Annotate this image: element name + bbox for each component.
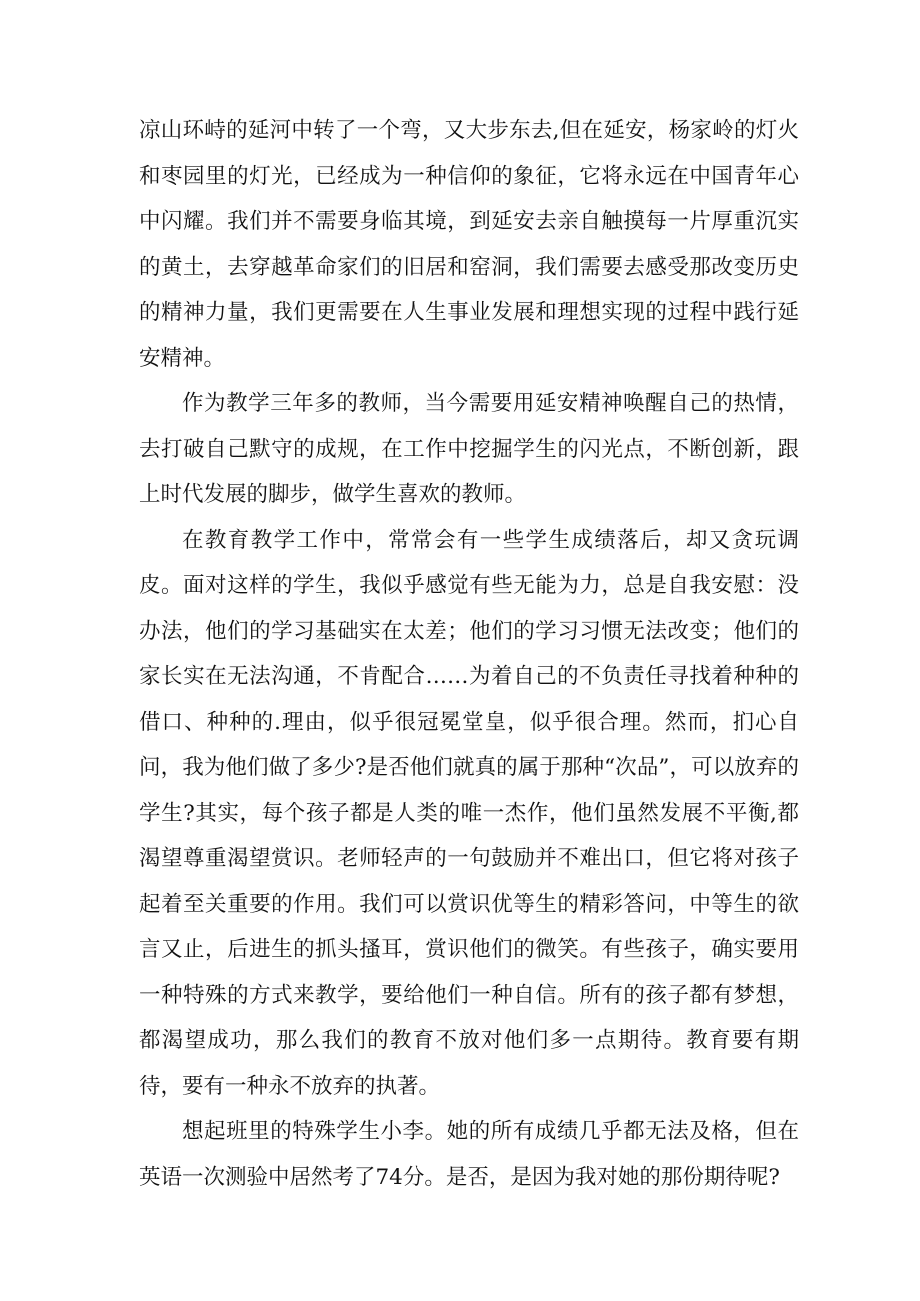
document-body — [139, 108, 799, 1200]
paragraph-4: 想起班里的特殊学生小李。她的所有成绩几乎都无法及格，但在英语一次测验中居然考了74分。是否，是因为我对她的那份期待呢? — [139, 1119, 799, 1190]
paragraph-1: 凉山环峙的延河中转了一个弯，又大步东去,但在延安，杨家岭的灯火和枣园里的灯光，已经成为一种信仰的象征，它将永远在中国青年心中闪耀。我们并不需要身临其境，到延安去亲自触摸每一片厚重沉实的黄土，去穿越革命家们的旧居和窑洞，我们需要去感受那改变历史的精神力量，我们更需要在人生事业发展和理想实现的过程中践行延安精神。 — [139, 118, 799, 371]
paragraph-2: 作为教学三年多的教师，当今需要用延安精神唤醒自己的热情，去打破自己默守的成规，在工作中挖掘学生的闪光点，不断创新，跟上时代发展的脚步，做学生喜欢的教师。 — [139, 391, 799, 507]
paragraph-3: 在教育教学工作中，常常会有一些学生成绩落后，却又贪玩调皮。面对这样的学生，我似乎感觉有些无能为力，总是自我安慰：没办法，他们的学习基础实在太差；他们的学习习惯无法改变；他们的家长实在无法沟通，不肯配合……为着自己的不负责任寻找着种种的借口、种种的.理由，似乎很冠冕堂皇，似乎很合理。然而，扪心自问，我为他们做了多少?是否他们就真的属于那种“次品”，可以放弃的学生?其实，每个孩子都是人类的唯一杰作，他们虽然发展不平衡,都渴望尊重渴望赏识。老师轻声的一句鼓励并不难出口，但它将对孩子起着至关重要的作用。我们可以赏识优等生的精彩答问，中等生的欲言又止，后进生的抓头搔耳，赏识他们的微笑。有些孩子，确实要用一种特殊的方式来教学，要给他们一种自信。所有的孩子都有梦想，都渴望成功，那么我们的教育不放对他们多一点期待。教育要有期待，要有一种永不放弃的执著。 — [139, 527, 799, 1099]
